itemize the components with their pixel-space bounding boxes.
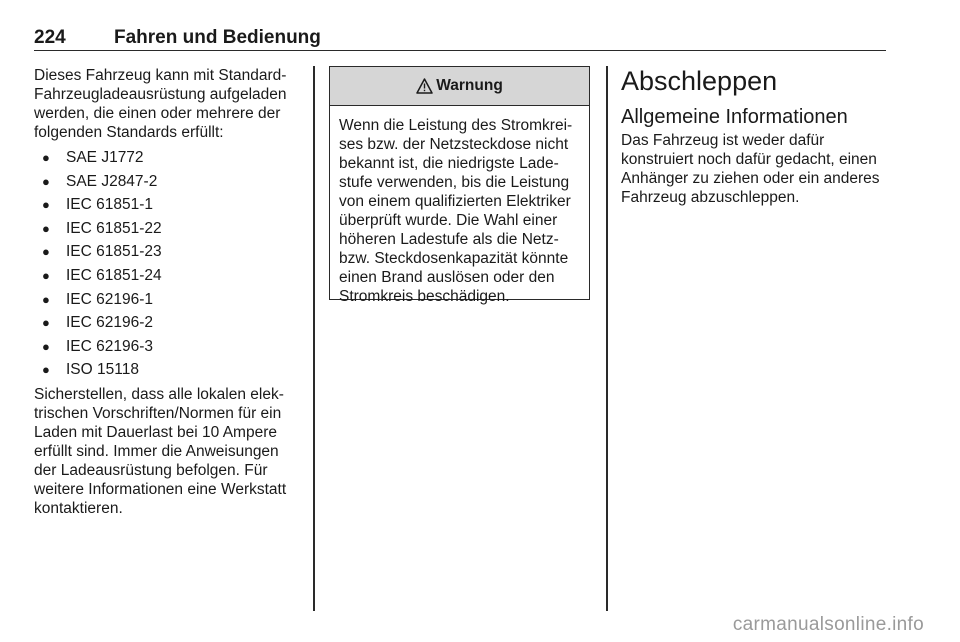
- left-column: [34, 66, 302, 518]
- bullet-icon: ●: [42, 315, 50, 331]
- warning-header: [330, 67, 589, 106]
- chapter-title: Fahren und Bedienung: [114, 27, 321, 48]
- bullet-icon: ●: [42, 362, 50, 378]
- bullet-icon: ●: [42, 291, 50, 307]
- subsection-title: Allgemeine Informationen: [621, 106, 848, 128]
- warning-text: Wenn die Leistung des Stromkrei-ses bzw. der Netzsteckdose nicht bekannt ist, die niedrigste Lade-stufe verwenden, bis die Leistung von einem qualifizierten Elektriker überprüft wurde. Die Wahl einer höheren Ladestufe als die Netz-bzw. Steckdosenkapazität könnte einen Brand auslösen oder den Stromkreis beschädigen.: [339, 117, 573, 305]
- bullet-icon: ●: [42, 338, 50, 354]
- bullet-icon: ●: [42, 267, 50, 283]
- bullet-icon: ●: [42, 244, 50, 260]
- list-item: ● IEC 62196-3: [34, 335, 302, 359]
- right-column: [621, 66, 889, 207]
- list-item: ● SAE J2847-2: [34, 170, 302, 194]
- warning-triangle-icon: [416, 78, 433, 94]
- column-divider: [313, 66, 315, 611]
- intro-paragraph: Dieses Fahrzeug kann mit Standard-Fahrzeugladeausrüstung aufgeladen werden, die einen oder mehrere der folgenden Standards erfüllt:: [34, 67, 287, 141]
- warning-title: Warnung: [436, 77, 503, 94]
- page-header: [34, 26, 886, 51]
- list-item: ● IEC 61851-24: [34, 264, 302, 288]
- standards-list: [34, 146, 302, 382]
- list-item: ● IEC 62196-2: [34, 311, 302, 335]
- list-item: ● IEC 61851-23: [34, 240, 302, 264]
- list-item: ● IEC 61851-22: [34, 217, 302, 241]
- section-title: Abschleppen: [621, 66, 778, 96]
- warning-box: [329, 66, 590, 305]
- list-item: ● IEC 62196-1: [34, 288, 302, 312]
- list-item: ● SAE J1772: [34, 146, 302, 170]
- list-item: ● ISO 15118: [34, 358, 302, 382]
- bullet-icon: ●: [42, 173, 50, 189]
- page-number: 224: [34, 27, 66, 48]
- bullet-icon: ●: [42, 197, 50, 213]
- towing-paragraph: Das Fahrzeug ist weder dafür konstruiert noch dafür gedacht, einen Anhänger zu ziehen oder ein anderes Fahrzeug abzuschleppen.: [621, 132, 880, 206]
- bullet-icon: ●: [42, 150, 50, 165]
- column-divider: [606, 66, 608, 611]
- bullet-icon: ●: [42, 220, 50, 236]
- list-item: ● IEC 61851-1: [34, 193, 302, 217]
- watermark: carmanualsonline.info: [732, 614, 924, 635]
- outro-paragraph: Sicherstellen, dass alle lokalen elek-trischen Vorschriften/Normen für ein Laden mit Dauerlast bei 10 Ampere erfüllt sind. Immer die Anweisungen der Ladeausrüstung befolgen. Für weitere Informationen eine Werkstatt kontaktieren.: [34, 385, 287, 517]
